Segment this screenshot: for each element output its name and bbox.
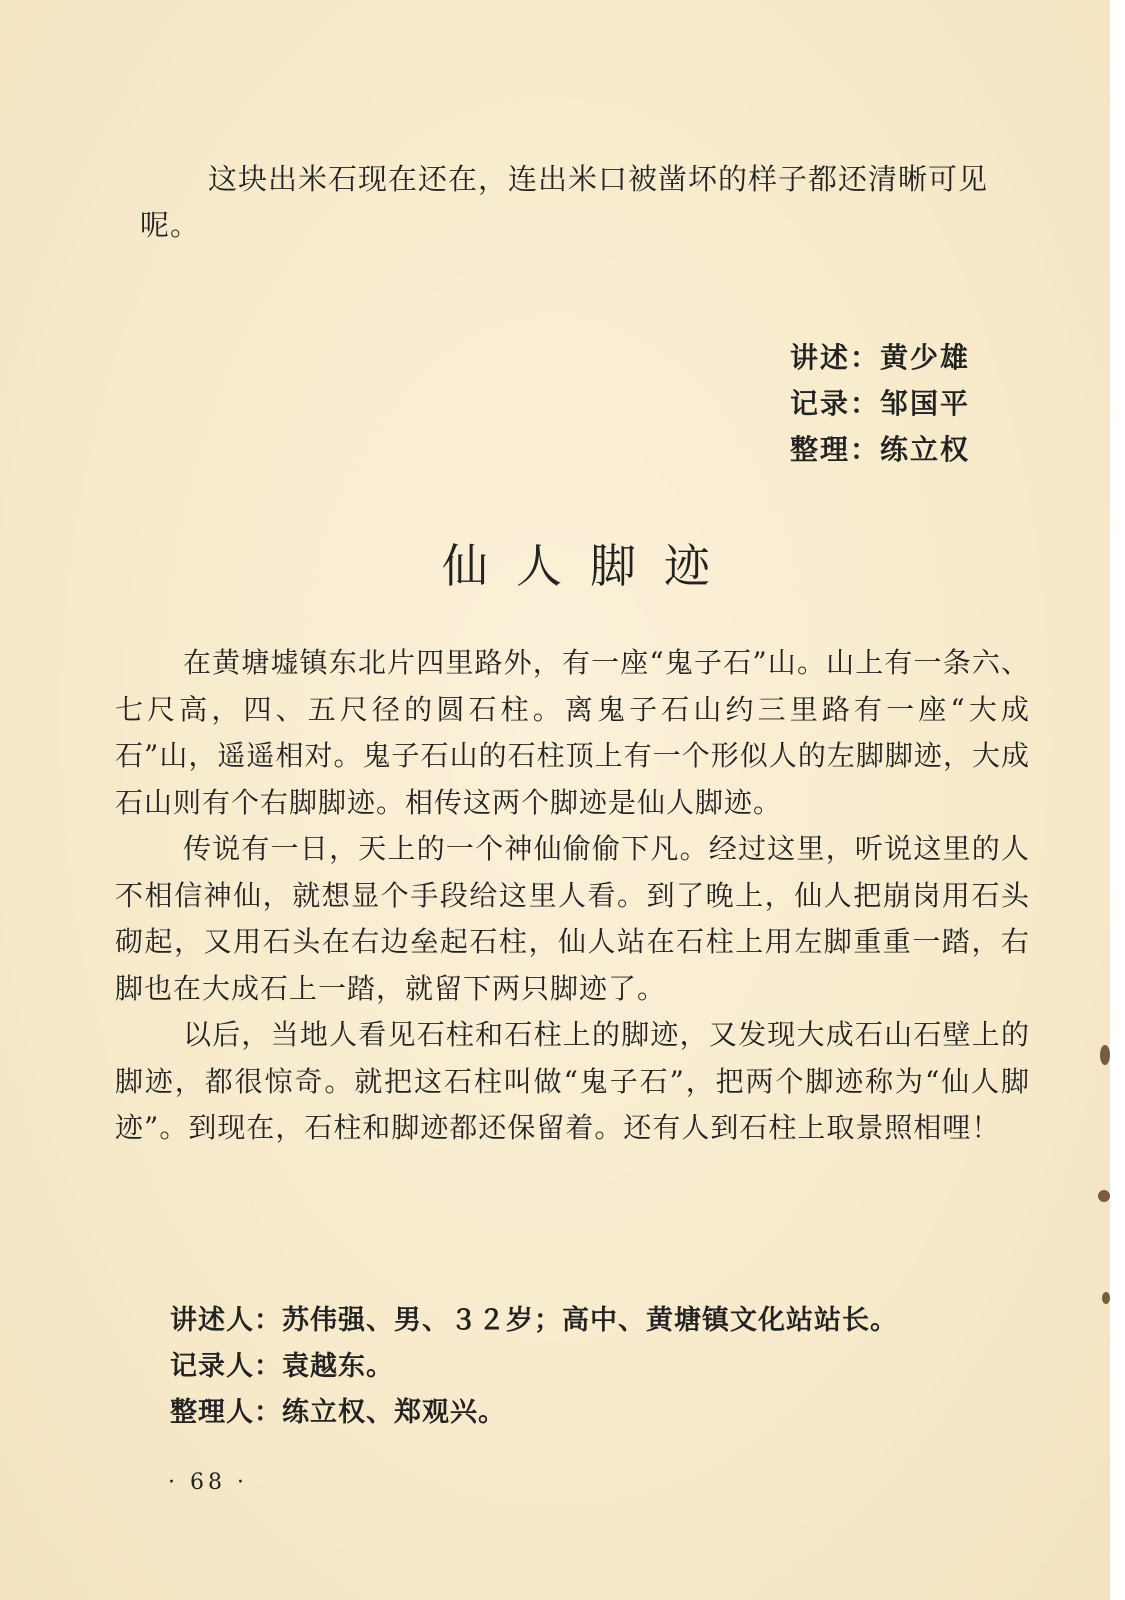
credits-bottom xyxy=(170,1298,898,1436)
bottom-credit-narrator: 讲述人：苏伟强、男、３２岁；高中、黄塘镇文化站站长。 xyxy=(170,1305,898,1336)
edge-stain xyxy=(1100,1045,1110,1065)
paragraph-2: 传说有一日，天上的一个神仙偷偷下凡。经过这里，听说这里的人不相信神仙，就想显个手段给这里人看。到了晚上，仙人把崩岗用石头砌起，又用石头在右边垒起石柱，仙人站在石柱上用左脚重重一踏，右脚也在大成石上一踏，就留下两只脚迹了。 xyxy=(115,832,1030,1005)
paragraph-3: 以后，当地人看见石柱和石柱上的脚迹，又发现大成石山石壁上的脚迹，都很惊奇。就把这石柱叫做“鬼子石”，把两个脚迹称为“仙人脚迹”。到现在，石柱和脚迹都还保留着。还有人到石柱上取景照相哩！ xyxy=(115,1018,1030,1144)
credits-top xyxy=(790,335,970,473)
paragraph-1: 在黄塘墟镇东北片四里路外，有一座“鬼子石”山。山上有一条六、七尺高，四、五尺径的圆石柱。离鬼子石山约三里路有一座“大成石”山，遥遥相对。鬼子石山的石柱顶上有一个形似人的左脚脚迹，大成石山则有个右脚脚迹。相传这两个脚迹是仙人脚迹。 xyxy=(115,646,1030,819)
bottom-credit-recorder: 记录人：袁越东。 xyxy=(170,1351,394,1382)
story-body xyxy=(115,640,1030,1152)
bottom-credit-editor: 整理人：练立权、郑观兴。 xyxy=(170,1397,506,1428)
story-title: 仙人脚迹 xyxy=(442,539,738,593)
scan-margin xyxy=(1110,0,1125,1600)
edge-stain xyxy=(1098,1190,1110,1202)
credit-narrator: 讲述：黄少雄 xyxy=(790,341,971,374)
edge-stain xyxy=(1102,1292,1110,1304)
page-number: · 68 · xyxy=(168,1470,248,1495)
top-paragraph: 这块出米石现在还在，连出米口被凿坏的样子都还清晰可见呢。 xyxy=(140,162,989,242)
credit-recorder: 记录：邹国平 xyxy=(790,387,971,420)
credit-editor: 整理：练立权 xyxy=(790,433,971,466)
